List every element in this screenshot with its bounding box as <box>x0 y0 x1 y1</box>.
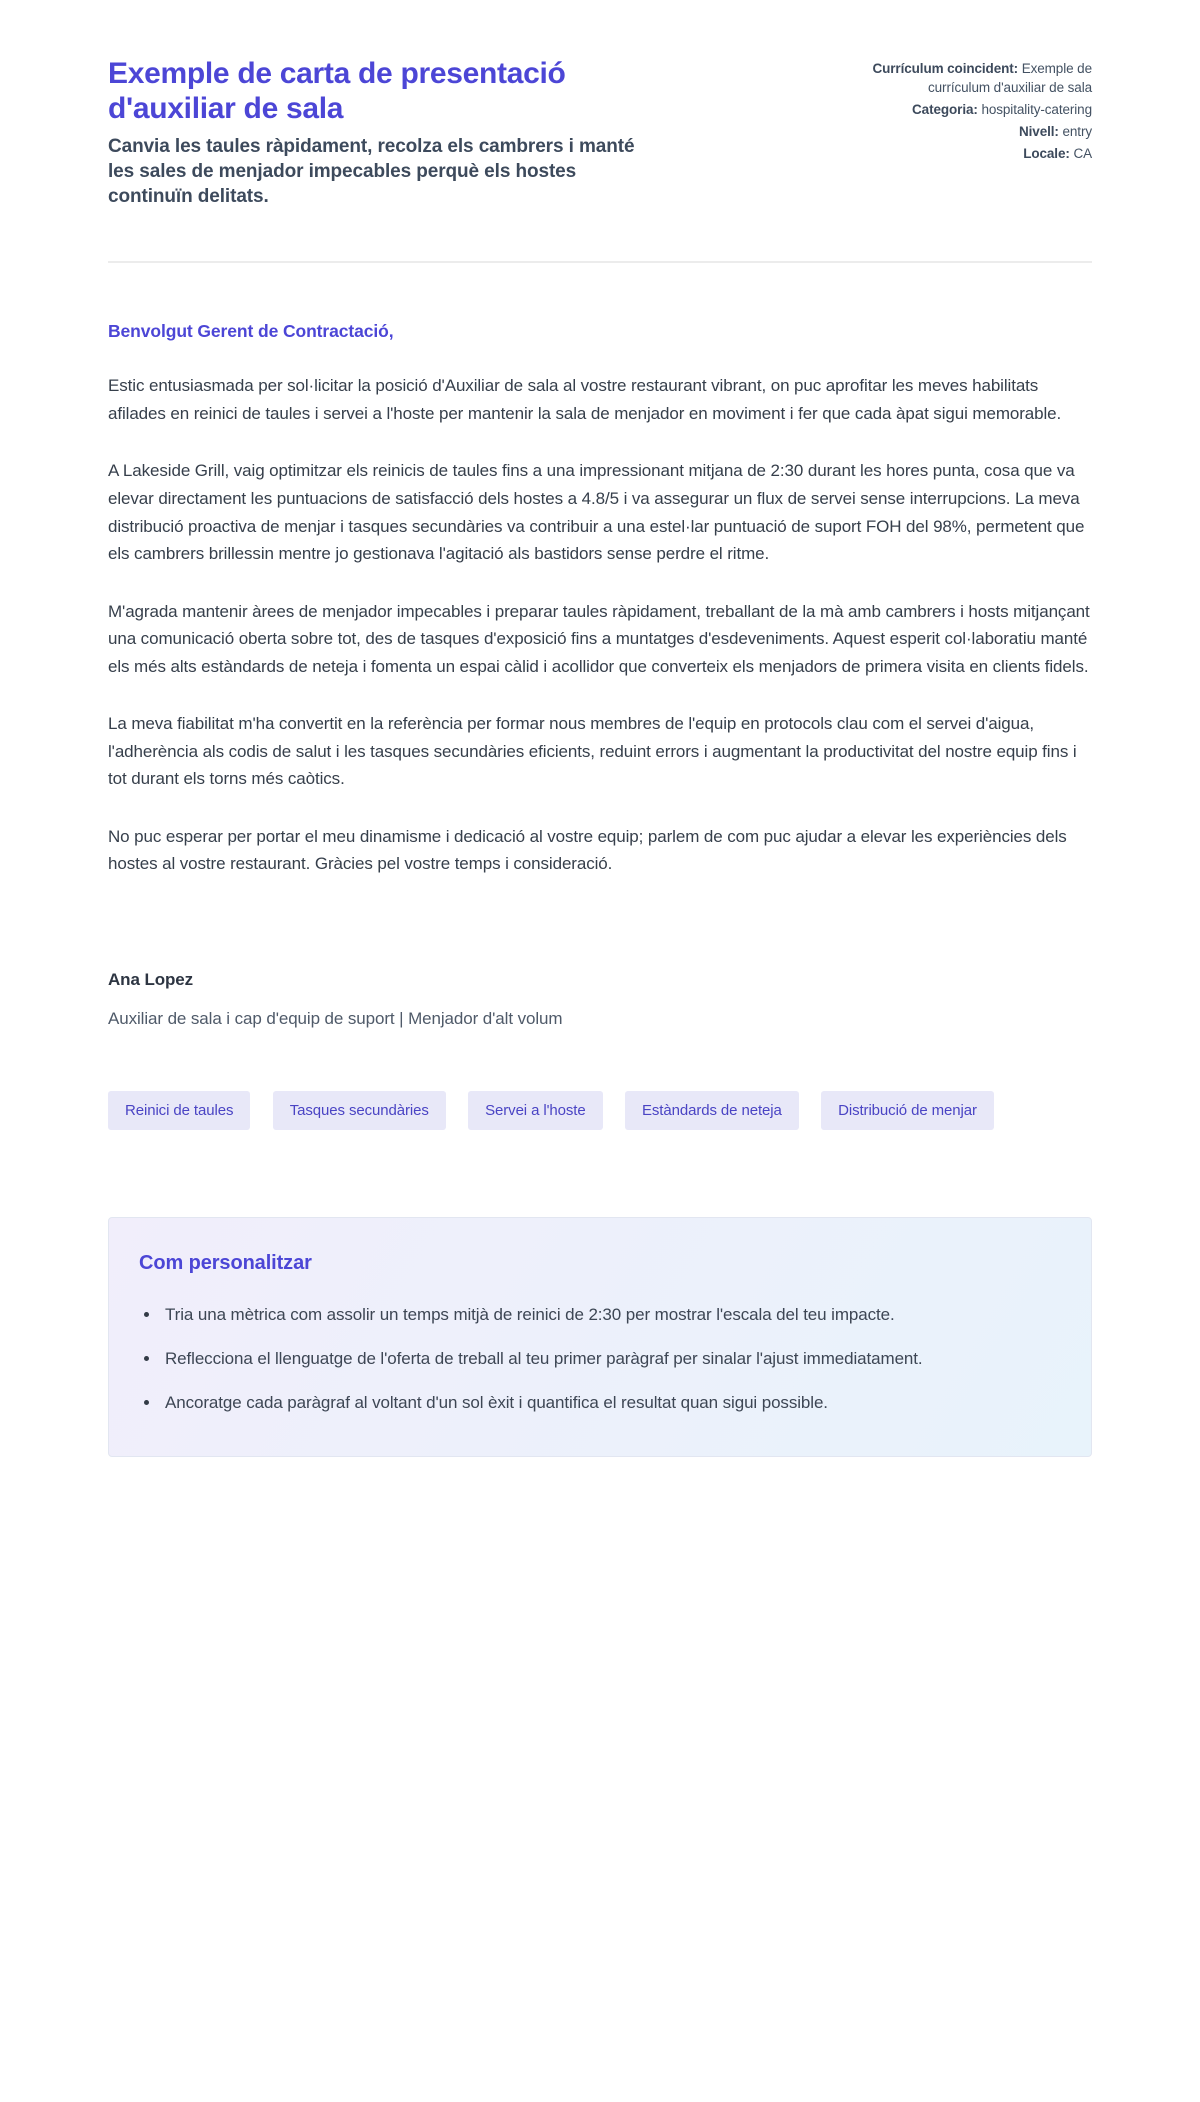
meta-row <box>852 60 1092 98</box>
skill-tag: Reinici de taules <box>108 1091 250 1130</box>
page-subtitle: Canvia les taules ràpidament, recolza els cambrers i manté les sales de menjador impecables perquè els hostes continuïn delitats. <box>108 136 635 208</box>
meta-label: Nivell: <box>1019 123 1059 139</box>
meta-value: hospitality-catering <box>981 101 1092 117</box>
page-title: Exemple de carta de presentació d'auxiliar de sala <box>108 57 566 126</box>
tip-item: • Tria una mètrica com assolir un temps mitjà de reinici de 2:30 per mostrar l'escala del teu impacte. <box>161 1301 1061 1328</box>
letter-paragraph: No puc esperar per portar el meu dinamisme i dedicació al vostre equip; parlem de com puc ajudar a elevar les experiències dels hostes al vostre restaurant. Gràcies pel vostre temps i consideració. <box>108 826 1067 874</box>
skill-tag: Distribució de menjar <box>821 1091 994 1130</box>
signature-role: Auxiliar de sala i cap d'equip de suport | Menjador d'alt volum <box>108 1008 563 1028</box>
letter-greeting: Benvolgut Gerent de Contractació, <box>108 321 394 342</box>
meta-value: CA <box>1073 145 1092 161</box>
meta-row <box>852 123 1092 142</box>
meta-label: Categoria: <box>912 101 978 117</box>
tips-list <box>139 1301 1061 1417</box>
header-title-block <box>108 56 668 209</box>
tip-item: • Reflecciona el llenguatge de l'oferta de treball al teu primer paràgraf per sinalar l'ajust immediatament. <box>161 1345 1061 1372</box>
skill-tags <box>108 1091 1092 1149</box>
header-divider <box>108 261 1092 263</box>
skill-tag: Estàndards de neteja <box>625 1091 799 1130</box>
tip-item: • Ancoratge cada paràgraf al voltant d'un sol èxit i quantifica el resultat quan sigui possible. <box>161 1389 1061 1416</box>
skill-tag: Servei a l'hoste <box>468 1091 603 1130</box>
letter-paragraphs <box>108 372 1092 877</box>
page-content <box>108 0 1092 1527</box>
cover-letter-body <box>108 321 1092 1028</box>
meta-label: Currículum coincident: <box>872 61 1019 76</box>
meta-label: Locale: <box>1023 145 1070 161</box>
letter-paragraph: M'agrada mantenir àrees de menjador impecables i preparar taules ràpidament, treballant de la mà amb cambrers i hosts mitjançant una comunicació oberta sobre tot, des de tasques d'exposició fins a muntatges d'esdeveniments. Aquest esperit col·laboratiu manté els més alts estàndards de neteja i fomenta un espai càlid i acollidor que converteix els menjadors de primera visita en clients fidels. <box>108 601 1090 676</box>
letter-paragraph: La meva fiabilitat m'ha convertit en la referència per formar nous membres de l'equip en protocols clau com el servei d'aigua, l'adherència als codis de salut i les tasques secundàries eficients, reduint errors i augmentant la productivitat del nostre equip fins i tot durant els torns més caòtics. <box>108 714 1077 789</box>
skill-tag: Tasques secundàries <box>273 1091 446 1130</box>
signature-name: Ana Lopez <box>108 969 194 989</box>
customization-tips-box <box>108 1217 1092 1458</box>
letter-paragraph: Estic entusiasmada per sol·licitar la posició d'Auxiliar de sala al vostre restaurant vibrant, on puc aprofitar les meves habilitats afilades en reinici de taules i servei a l'hoste per mantenir la sala de menjador en moviment i fer que cada àpat sigui memorable. <box>108 376 1062 423</box>
meta-value: Exemple de currículum d'auxiliar de sala <box>928 61 1092 95</box>
meta-value: entry <box>1062 123 1092 139</box>
meta-row <box>852 145 1092 164</box>
letter-paragraph: A Lakeside Grill, vaig optimitzar els reinicis de taules fins a una impressionant mitjana de 2:30 durant les hores punta, cosa que va elevar directament les puntuacions de satisfacció dels hostes a 4.8/5 i va assegurar un flux de servei sense interrupcions. La meva distribució proactiva de menjar i tasques secundàries va contribuir a una estel·lar puntuació de suport FOH del 98%, permetent que els cambrers brillessin mentre jo gestionava l'agitació als bastidors sense perdre el ritme. <box>108 461 1085 564</box>
tips-title: Com personalitzar <box>139 1251 312 1274</box>
resume-meta <box>852 56 1092 166</box>
meta-row <box>852 101 1092 120</box>
page-header <box>108 56 1092 209</box>
